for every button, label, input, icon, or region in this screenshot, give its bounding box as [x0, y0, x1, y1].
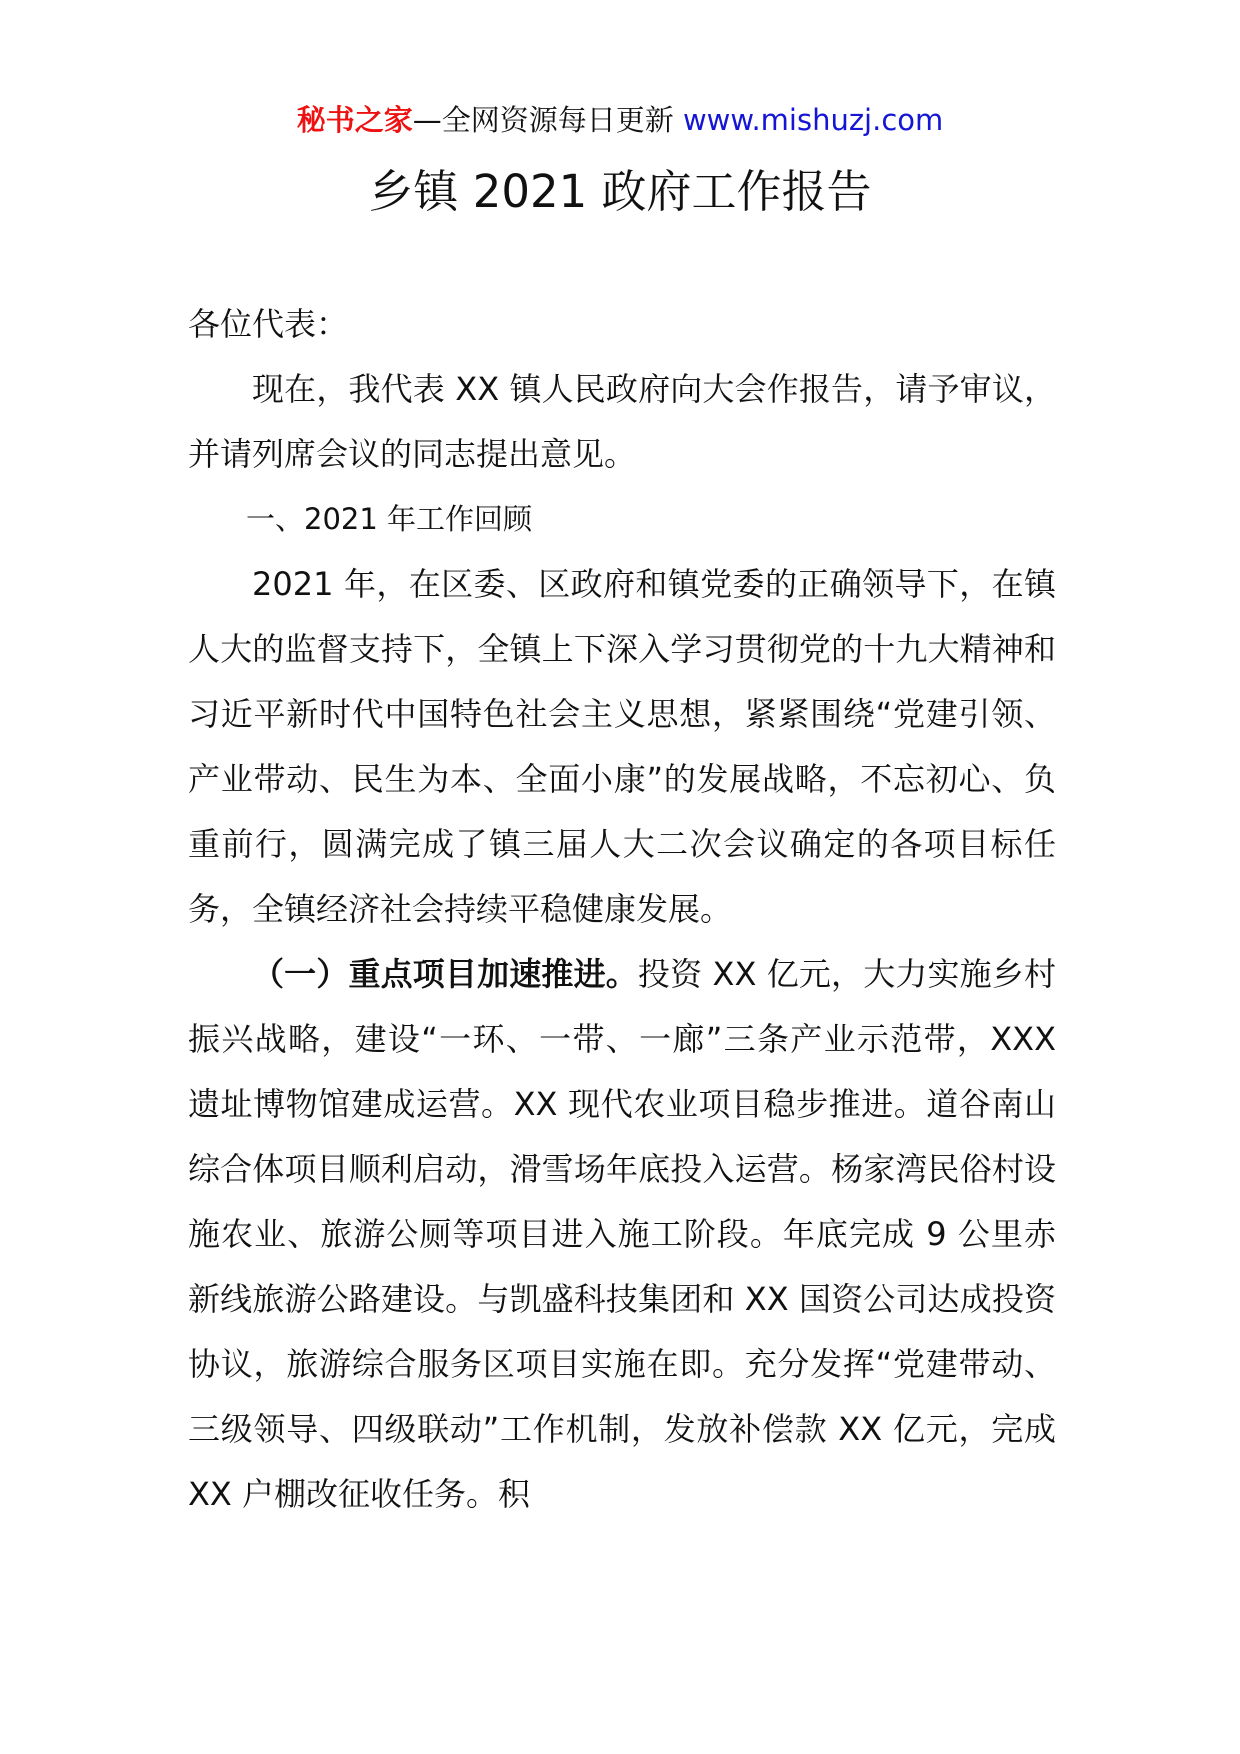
intro-paragraph: 现在，我代表 XX 镇人民政府向大会作报告，请予审议，并请列席会议的同志提出意见。 [188, 370, 1056, 473]
item-body: 投资 XX 亿元，大力实施乡村振兴战略，建设“一环、一带、一廊”三条产业示范带，XXX 遗址博物馆建成运营。XX 现代农业项目稳步推进。道谷南山综合体项目顺利启动，滑雪场年底投入运营。杨家湾民俗村设施农业、旅游公厕等项目进入施工阶段。年底完成 9 公里赤新线旅游公路建设。与凯盛科技集团和 XX 国资公司达成投资协议，旅游综合服务区项目实施在即。充分发挥“党建带动、三级领导、四级联动”工作机制，发放补偿款 XX 亿元，完成 XX 户棚改征收任务。积 [188, 955, 1056, 1513]
document-title: 乡镇 2021 政府工作报告 [368, 165, 872, 218]
section-heading: 一、2021 年工作回顾 [246, 502, 533, 536]
watermark-header [0, 100, 1240, 140]
document-body [188, 292, 1056, 1527]
site-url-link[interactable]: www.mishuzj.com [682, 103, 944, 137]
item-paragraph [188, 942, 1056, 1527]
salutation: 各位代表： [188, 305, 349, 343]
brand-name: 秘书之家 [296, 103, 413, 137]
item-lead: （一）重点项目加速推进。 [252, 955, 638, 993]
header-tagline: —全网资源每日更新 [412, 103, 683, 137]
review-paragraph: 2021 年，在区委、区政府和镇党委的正确领导下，在镇人大的监督支持下，全镇上下深入学习贯彻党的十九大精神和习近平新时代中国特色社会主义思想，紧紧围绕“党建引领、产业带动、民生为本、全面小康”的发展战略，不忘初心、负重前行，圆满完成了镇三届人大二次会议确定的各项目标任务，全镇经济社会持续平稳健康发展。 [188, 565, 1056, 928]
